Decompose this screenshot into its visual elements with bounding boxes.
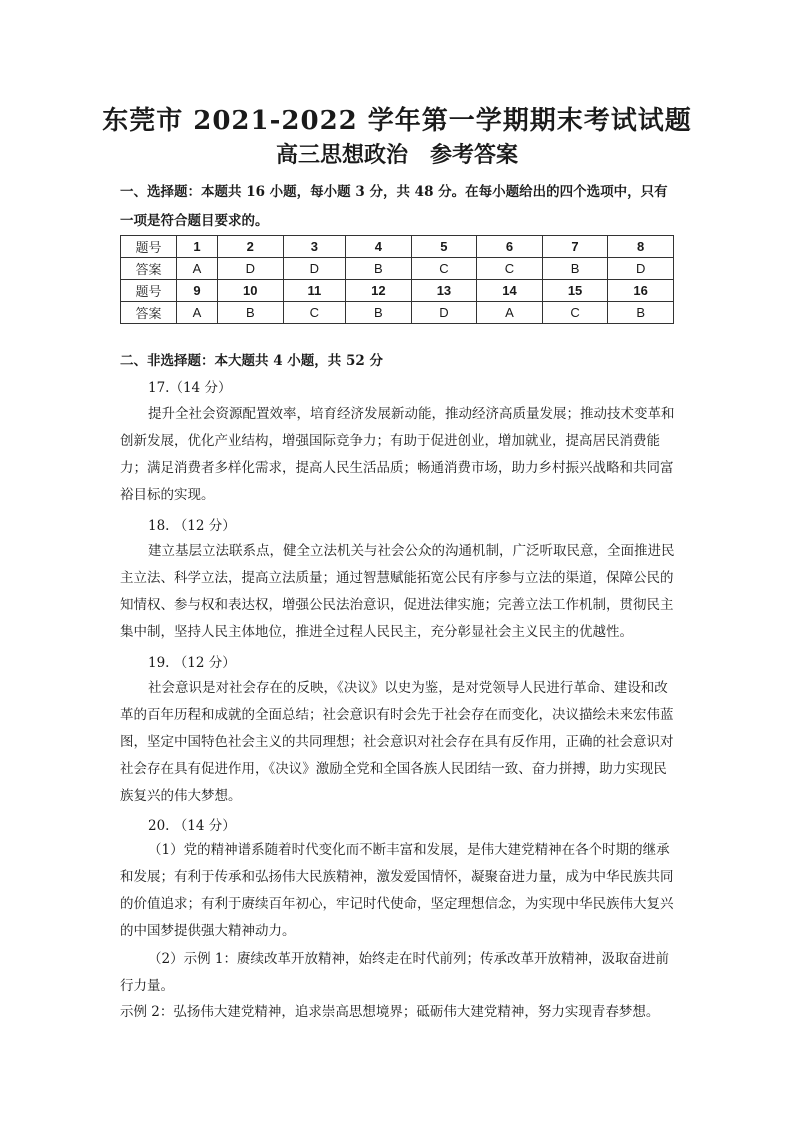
q19-answer: 社会意识是对社会存在的反映，《决议》以史为鉴，是对党领导人民进行革命、建设和改革的百年历程和成就的全面总结；社会意识有时会先于社会存在而变化，决议描绘未来宏伟蓝图，坚定中国特色社会主义的共同理想；社会意识对社会存在具有反作用，正确的社会意识对社会存在具有促进作用，《决议》激励全党和全国各族人民团结一致、奋力拼搏，助力实现民族复兴的伟大梦想。 bbox=[120, 680, 674, 804]
question-number: 14 bbox=[477, 280, 543, 302]
q17-heading: 17.（14 分） bbox=[148, 380, 232, 396]
question-number: 6 bbox=[477, 236, 543, 258]
question-number: 11 bbox=[283, 280, 346, 302]
table-row bbox=[121, 302, 674, 324]
question-number: 3 bbox=[283, 236, 346, 258]
q17-answer: 提升全社会资源配置效率，培育经济发展新动能，推动经济高质量发展；推动技术变革和创新发展，优化产业结构，增强国际竞争力；有助于促进创业，增加就业，提高居民消费能力；满足消费者多样化需求，提高人民生活品质；畅通消费市场，助力乡村振兴战略和共同富裕目标的实现。 bbox=[120, 406, 675, 503]
answer-cell: D bbox=[218, 258, 284, 280]
row-label: 题号 bbox=[121, 280, 177, 302]
answer-table bbox=[120, 235, 674, 324]
answer-cell: B bbox=[608, 302, 674, 324]
answer-cell: D bbox=[608, 258, 674, 280]
q20-part2: （2）示例 1：赓续改革开放精神，始终走在时代前列；传承改革开放精神，汲取奋进前行力量。 bbox=[120, 951, 669, 994]
answer-cell: B bbox=[542, 258, 608, 280]
question-number: 10 bbox=[218, 280, 284, 302]
answer-cell: A bbox=[177, 258, 218, 280]
question-number: 8 bbox=[608, 236, 674, 258]
question-number: 15 bbox=[542, 280, 608, 302]
answer-cell: C bbox=[411, 258, 477, 280]
answer-cell: B bbox=[346, 302, 412, 324]
question-number: 12 bbox=[346, 280, 412, 302]
answer-cell: A bbox=[177, 302, 218, 324]
question-number: 13 bbox=[411, 280, 477, 302]
document-title: 东莞市 2021-2022 学年第一学期期末考试试题 bbox=[102, 106, 692, 136]
q20-heading: 20. （14 分） bbox=[148, 818, 236, 834]
answer-cell: D bbox=[283, 258, 346, 280]
q18-heading: 18. （12 分） bbox=[148, 518, 236, 534]
q20-example2: 示例 2：弘扬伟大建党精神，追求崇高思想境界；砥砺伟大建党精神，努力实现青春梦想。 bbox=[120, 1004, 660, 1020]
question-number: 5 bbox=[411, 236, 477, 258]
answer-cell: D bbox=[411, 302, 477, 324]
answer-cell: B bbox=[346, 258, 412, 280]
answer-cell: A bbox=[477, 302, 543, 324]
section2-heading: 二、非选择题：本大题共 4 小题，共 52 分 bbox=[120, 353, 383, 369]
document-subtitle: 高三思想政治 参考答案 bbox=[275, 142, 518, 168]
row-label: 答案 bbox=[121, 258, 177, 280]
question-number: 16 bbox=[608, 280, 674, 302]
question-number: 2 bbox=[218, 236, 284, 258]
table-row bbox=[121, 258, 674, 280]
question-number: 9 bbox=[177, 280, 218, 302]
question-number: 4 bbox=[346, 236, 412, 258]
question-number: 1 bbox=[177, 236, 218, 258]
q20-part1: （1）党的精神谱系随着时代变化而不断丰富和发展，是伟大建党精神在各个时期的继承和发展；有利于传承和弘扬伟大民族精神，激发爱国情怀，凝聚奋进力量，成为中华民族共同的价值追求；有利于赓续百年初心，牢记时代使命，坚定理想信念，为实现中华民族伟大复兴的中国梦提供强大精神动力。 bbox=[120, 842, 674, 939]
row-label: 答案 bbox=[121, 302, 177, 324]
table-row bbox=[121, 236, 674, 258]
answer-cell: B bbox=[218, 302, 284, 324]
q18-answer: 建立基层立法联系点，健全立法机关与社会公众的沟通机制，广泛听取民意，全面推进民主立法、科学立法，提高立法质量；通过智慧赋能拓宽公民有序参与立法的渠道，保障公民的知情权、参与权和表达权，增强公民法治意识，促进法律实施；完善立法工作机制，贯彻民主集中制，坚持人民主体地位，推进全过程人民民主，充分彰显社会主义民主的优越性。 bbox=[120, 543, 675, 640]
answer-cell: C bbox=[283, 302, 346, 324]
answer-cell: C bbox=[542, 302, 608, 324]
section1-heading: 一、选择题：本题共 16 小题，每小题 3 分，共 48 分。在每小题给出的四个选项中，只有一项是符合题目要求的。 bbox=[120, 184, 668, 229]
row-label: 题号 bbox=[121, 236, 177, 258]
question-number: 7 bbox=[542, 236, 608, 258]
answer-cell: C bbox=[477, 258, 543, 280]
table-row bbox=[121, 280, 674, 302]
q19-heading: 19. （12 分） bbox=[148, 655, 236, 671]
